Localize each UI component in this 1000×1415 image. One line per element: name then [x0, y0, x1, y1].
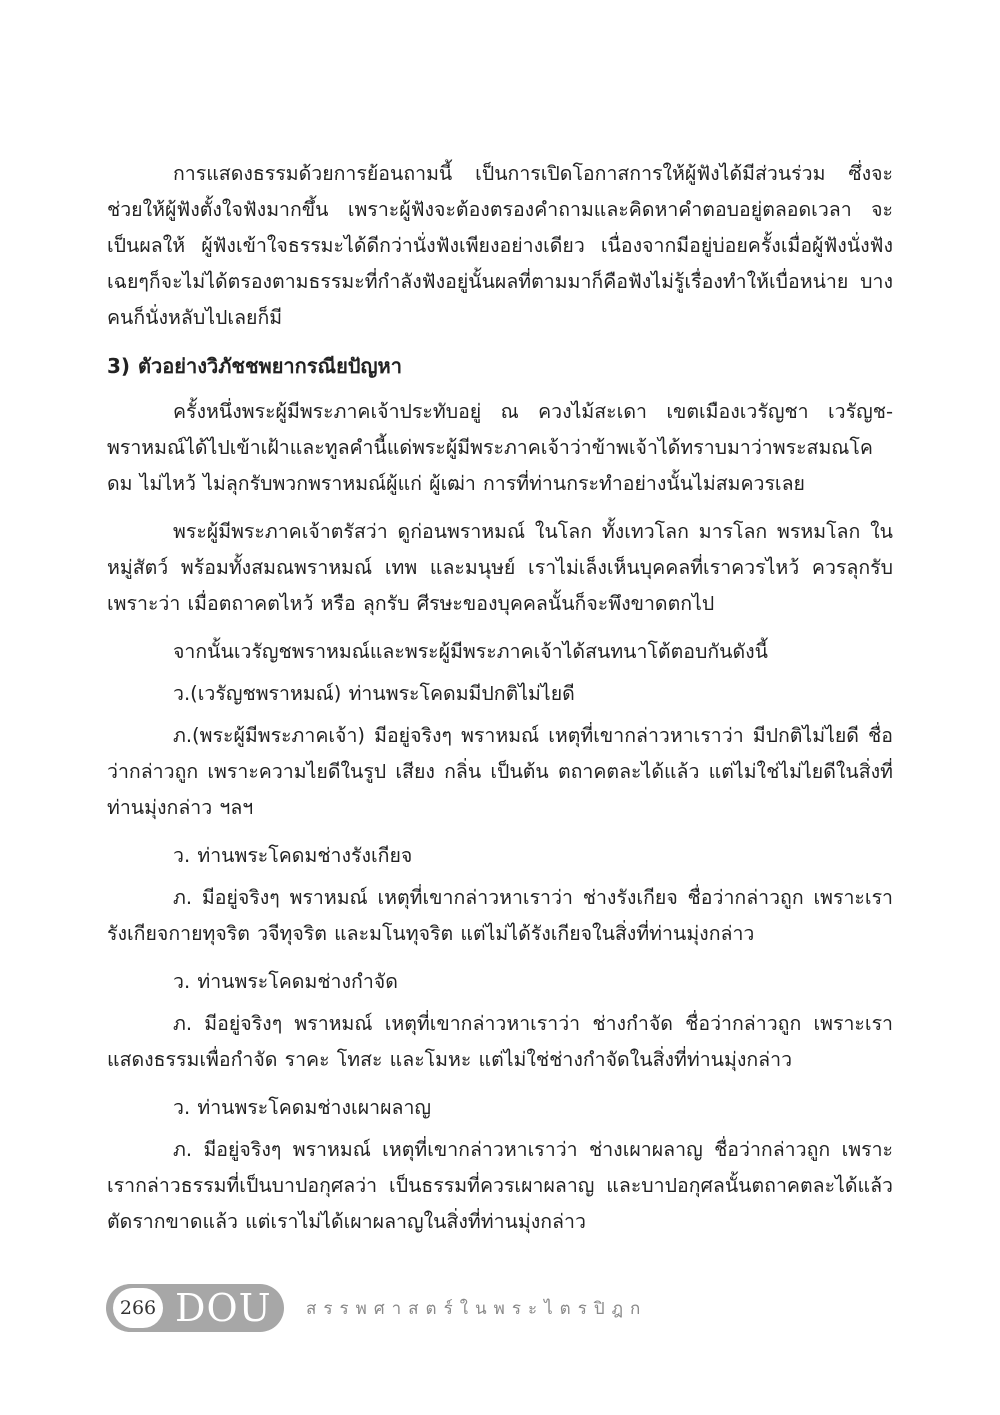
dialogue-answer-3: ภ. มีอยู่จริงๆ พราหมณ์ เหตุที่เขากล่าวหาเราว่า ช่างกำจัด ชื่อว่ากล่าวถูก เพราะเราแสดงธรรมเพื่อกำจัด ราคะ โทสะ และโมหะ แต่ไม่ใช่ช่างกำจัดในสิ่งที่ท่านมุ่งกล่าว	[107, 1012, 893, 1071]
paragraph-buddha-reply: พระผู้มีพระภาคเจ้าตรัสว่า ดูก่อนพราหมณ์ ในโลก ทั้งเทวโลก มารโลก พรหมโลก ในหมู่สัตว์ พร้อมทั้งสมณพราหมณ์ เทพ และมนุษย์ เราไม่เล็งเห็นบุคคลที่เราควรไหว้ ควรลุกรับ เพราะว่า เมื่อตถาคตไหว้ หรือ ลุกรับ ศีรษะของบุคคลนั้นก็จะพึงขาดตกไป	[107, 520, 893, 615]
paragraph-dialogue-intro: จากนั้นเวรัญชพราหมณ์และพระผู้มีพระภาคเจ้าได้สนทนาโต้ตอบกันดังนี้	[173, 640, 768, 663]
book-title: สรรพศาสตร์ในพระไตรปิฎก	[306, 1298, 648, 1319]
dialogue-question-1: ว.(เวรัญชพราหมณ์) ท่านพระโคดมมีปกติไม่ไยดี	[173, 682, 575, 705]
page-number: 266	[113, 1288, 163, 1328]
dialogue-question-2: ว. ท่านพระโคดมช่างรังเกียจ	[173, 844, 413, 867]
paragraph-intro: การแสดงธรรมด้วยการย้อนถามนี้ เป็นการเปิดโอกาสการให้ผู้ฟังได้มีส่วนร่วม ซึ่งจะช่วยให้ผู้ฟังตั้งใจฟังมากขึ้น เพราะผู้ฟังจะต้องตรองคำถามและคิดหาคำตอบอยู่ตลอดเวลา จะเป็นผลให้ ผู้ฟังเข้าใจธรรมะได้ดีกว่านั่งฟังเพียงอย่างเดียว เนื่องจากมีอยู่บ่อยครั้งเมื่อผู้ฟังนั่งฟังเฉยๆก็จะไม่ได้ตรองตามธรรมะที่กำลังฟังอยู่นั้นผลที่ตามมาก็คือฟังไม่รู้เรื่องทำให้เบื่อหน่าย บางคนก็นั่งหลับไปเลยก็มี	[107, 162, 893, 329]
dialogue-question-3: ว. ท่านพระโคดมช่างกำจัด	[173, 970, 398, 993]
dialogue-answer-1: ภ.(พระผู้มีพระภาคเจ้า) มีอยู่จริงๆ พราหมณ์ เหตุที่เขากล่าวหาเราว่า มีปกติไม่ไยดี ชื่อว่ากล่าวถูก เพราะความไยดีในรูป เสียง กลิ่น เป็นต้น ตถาคตละได้แล้ว แต่ไม่ใช่ไม่ไยดีในสิ่งที่ท่านมุ่งกล่าว ฯลฯ	[107, 724, 893, 819]
page-body	[107, 156, 893, 1252]
dialogue-answer-4: ภ. มีอยู่จริงๆ พราหมณ์ เหตุที่เขากล่าวหาเราว่า ช่างเผาผลาญ ชื่อว่ากล่าวถูก เพราะเรากล่าวธรรมที่เป็นบาปอกุศลว่า เป็นธรรมที่ควรเผาผลาญ และบาปอกุศลนั้นตถาคตละได้แล้ว ตัดรากขาดแล้ว แต่เราไม่ได้เผาผลาญในสิ่งที่ท่านมุ่งกล่าว	[107, 1138, 893, 1233]
dialogue-answer-2: ภ. มีอยู่จริงๆ พราหมณ์ เหตุที่เขากล่าวหาเราว่า ช่างรังเกียจ ชื่อว่ากล่าวถูก เพราะเรารังเกียจกายทุจริต วจีทุจริต และมโนทุจริต แต่ไม่ได้รังเกียจในสิ่งที่ท่านมุ่งกล่าว	[107, 886, 893, 945]
section-heading: 3) ตัวอย่างวิภัชชพยากรณียปัญหา	[107, 354, 402, 378]
page-footer	[106, 1278, 647, 1338]
footer-badge	[106, 1284, 284, 1332]
paragraph-story: ครั้งหนึ่งพระผู้มีพระภาคเจ้าประทับอยู่ ณ ควงไม้สะเดา เขตเมืองเวรัญชา เวรัญช-พราหมณ์ได้ไปเข้าเฝ้าและทูลคำนี้แด่พระผู้มีพระภาคเจ้าว่าข้าพเจ้าได้ทราบมาว่าพระสมณโคดม ไม่ไหว้ ไม่ลุกรับพวกพราหมณ์ผู้แก่ ผู้เฒ่า การที่ท่านกระทำอย่างนั้นไม่สมควรเลย	[107, 400, 893, 495]
dialogue-question-4: ว. ท่านพระโคดมช่างเผาผลาญ	[173, 1096, 432, 1119]
dou-logo: DOU	[175, 1286, 272, 1330]
